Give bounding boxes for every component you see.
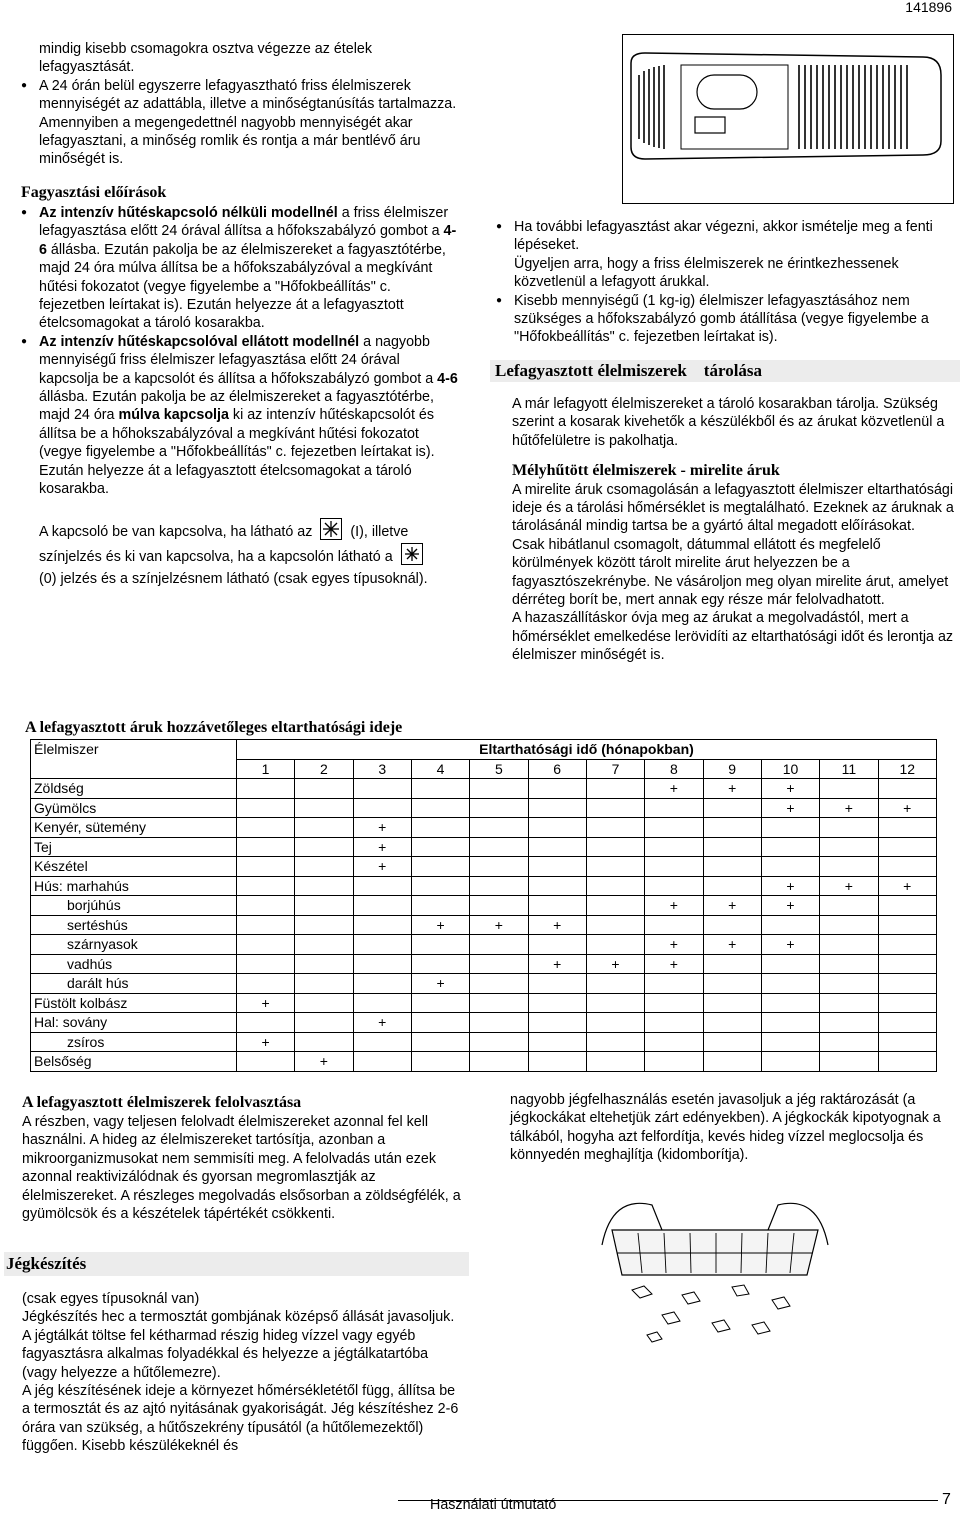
table-row <box>31 1052 937 1072</box>
storage-mark <box>295 1032 353 1052</box>
storage-mark <box>295 915 353 935</box>
storage-mark <box>528 1052 586 1072</box>
right-bullet-2: ● Kisebb mennyiségű (1 kg-ig) élelmiszer lefagyasztásához nem szükséges a hőfokszabályzó gomb átállítása (vegye figyelembe a "Hőfokbeállítás" c. fejezetben leírtakat is). <box>496 292 954 347</box>
storage-mark: + <box>761 876 819 896</box>
storage-mark <box>528 993 586 1013</box>
storage-mark <box>411 1013 469 1033</box>
storage-mark <box>820 935 878 955</box>
storage-mark <box>353 1052 411 1072</box>
month-header: 1 <box>236 759 294 779</box>
ice-paragraph-1: (csak egyes típusoknál van) <box>22 1291 200 1307</box>
month-header: 6 <box>528 759 586 779</box>
storage-mark <box>411 935 469 955</box>
storage-mark <box>878 915 936 935</box>
storage-mark <box>761 818 819 838</box>
freezing-bullet-2: ● Az intenzív hűtéskapcsolóval ellátott modellnél a nagyobb mennyiségű friss élelmiszer lefagyasztása előtt 24 órával kapcsolja be a kapcsolót és állítsa a hőfokszabályzó gombot a 4-6 állásba. Ezután pakolja be az élelmiszereket a fagyasztótérbe, majd 24 óra múlva kapcsolja ki az intenzív hűtéskapcsolót és állítsa be a hőhokszabályzóval a megkívánt hűtési fokozatot (vegye figyelembe a "Hőfokbeállítás" c. fejezetben leírtakat is). Ezután helyezze át a lefagyasztott ételcsomagokat a tároló kosarakba. <box>21 333 458 498</box>
storage-mark <box>761 837 819 857</box>
frozen-goods-text-1: A mirelite áruk csomagolásán a lefagyasztott élelmiszer eltarthatósági ideje és a tárolási hőmérséklet is megtalálható. Ezeknek az áruknak a tárolásánál mindig tartsa be a gyártó által megadott előírásokat. <box>512 481 954 535</box>
storage-mark <box>586 993 644 1013</box>
storage-time-table <box>30 739 937 1072</box>
right-bullet-1: ● Ha további lefagyasztást akar végezni, akkor ismételje meg a fenti lépéseket. <box>496 218 954 255</box>
storage-mark <box>470 1013 528 1033</box>
storage-mark: + <box>353 837 411 857</box>
storage-mark: + <box>645 779 703 799</box>
storage-mark <box>761 1052 819 1072</box>
storage-mark <box>411 798 469 818</box>
food-name: szárnyasok <box>31 935 237 955</box>
storage-mark <box>528 837 586 857</box>
storage-mark <box>470 818 528 838</box>
storage-mark <box>703 857 761 877</box>
table-row <box>31 818 937 838</box>
right-paragraph: Ügyeljen arra, hogy a friss élelmiszerek ne érintkezhessenek közvetlenül a lefagyott árukkal. <box>514 255 899 291</box>
storage-mark <box>353 896 411 916</box>
storage-mark: + <box>761 779 819 799</box>
storage-mark <box>411 896 469 916</box>
storage-mark <box>411 857 469 877</box>
storage-mark <box>353 935 411 955</box>
frozen-goods-text-3: A hazaszállításkor óvja meg az árukat a megolvadástól, mert a hőmérséklet emelkedése lerövidíti az eltarthatósági időt és lerontja az élelmiszer minőségét is. <box>512 610 954 664</box>
storage-mark <box>295 896 353 916</box>
storage-mark <box>586 915 644 935</box>
storage-mark <box>470 857 528 877</box>
storage-mark <box>236 1052 294 1072</box>
storage-mark <box>878 1032 936 1052</box>
table-row <box>31 837 937 857</box>
storage-mark <box>470 954 528 974</box>
storage-mark: + <box>878 876 936 896</box>
storage-mark <box>236 876 294 896</box>
thaw-heading: A lefagyasztott élelmiszerek felolvasztása <box>22 1094 302 1111</box>
food-name: Hús: marhahús <box>31 876 237 896</box>
month-header: 8 <box>645 759 703 779</box>
frozen-goods-heading: Mélyhűtött élelmiszerek - mirelite áruk <box>512 462 780 480</box>
storage-mark <box>353 915 411 935</box>
freezing-bullets <box>21 204 459 499</box>
storage-mark <box>295 818 353 838</box>
storage-mark <box>645 857 703 877</box>
table-row <box>31 993 937 1013</box>
storage-mark <box>645 818 703 838</box>
storage-mark <box>411 818 469 838</box>
food-name: Zöldség <box>31 779 237 799</box>
storage-mark <box>295 837 353 857</box>
month-header: 3 <box>353 759 411 779</box>
storage-mark <box>236 779 294 799</box>
storage-mark <box>703 974 761 994</box>
storage-mark <box>703 876 761 896</box>
page-number: 7 <box>942 1491 951 1508</box>
storage-mark <box>353 993 411 1013</box>
food-name: Készétel <box>31 857 237 877</box>
storage-mark <box>586 779 644 799</box>
month-header: 11 <box>820 759 878 779</box>
storage-mark <box>236 798 294 818</box>
storage-mark <box>411 954 469 974</box>
storage-mark: + <box>645 954 703 974</box>
storage-mark: + <box>645 896 703 916</box>
storage-mark: + <box>295 1052 353 1072</box>
storage-mark <box>295 974 353 994</box>
storage-mark <box>295 993 353 1013</box>
table-row <box>31 954 937 974</box>
storage-mark <box>353 876 411 896</box>
storage-mark <box>878 818 936 838</box>
storage-mark: + <box>236 993 294 1013</box>
storage-mark <box>528 1013 586 1033</box>
month-header: 7 <box>586 759 644 779</box>
storage-mark <box>878 857 936 877</box>
storage-mark <box>820 1052 878 1072</box>
table-row <box>31 857 937 877</box>
storage-mark: + <box>761 896 819 916</box>
storage-mark <box>878 837 936 857</box>
storage-mark <box>703 798 761 818</box>
storage-mark <box>820 896 878 916</box>
storage-mark: + <box>820 876 878 896</box>
storage-mark <box>528 857 586 877</box>
storage-mark <box>645 1052 703 1072</box>
frozen-goods-text-2: Csak hibátlanul csomagolt, dátummal ellátott és megfelelő körülmények között tárolt mirelite árut helyezzen be a fagyasztószekrénybe. Ne vásároljon meg olyan mirelite árut, amelyet dérréteg borít be, mert annak egy része már felolvadhatott. <box>512 536 949 609</box>
intro-bullet: ● A 24 órán belül egyszerre lefagyasztható friss élelmiszerek mennyiségét az adattábla, illetve a minőségtanúsítás tartalmazza. Amennyiben a megengedettnél nagyobb mennyiségét akar lefagyasztani, a minőség romlik és rontja a már bentlévő áru minőségét is. <box>21 77 459 169</box>
storage-mark <box>878 779 936 799</box>
storage-mark <box>411 1032 469 1052</box>
storage-mark <box>528 896 586 916</box>
storage-mark <box>703 954 761 974</box>
storage-mark: + <box>353 818 411 838</box>
snowflake-icon <box>401 543 423 565</box>
storage-mark <box>820 837 878 857</box>
storage-mark <box>353 954 411 974</box>
freezing-bullet-1: ● Az intenzív hűtéskapcsoló nélküli modellnél a friss élelmiszer lefagyasztása előtt 24 órával állítsa a hőfokszabályzó gombot a 4-6 állásba. Ezután pakolja be az élelmiszereket a fagyasztótérbe, majd 24 óra múlva állítsa be a hőfokszabályzóval a megkívánt hűtési fokozatot (vegye figyelembe a "Hőfokbeállítás" c. fejezetben leírtakat is). Ezután helyezze át a lefagyasztott ételcsomagokat a tároló kosarakba. <box>21 205 457 332</box>
storage-mark <box>470 1032 528 1052</box>
storage-mark <box>236 954 294 974</box>
storage-mark: + <box>470 915 528 935</box>
storage-mark <box>236 837 294 857</box>
storage-mark <box>586 837 644 857</box>
storage-mark <box>586 857 644 877</box>
freezer-illustration <box>622 34 954 204</box>
table-row <box>31 798 937 818</box>
ice-heading: Jégkészítés <box>4 1252 469 1276</box>
storage-mark <box>703 818 761 838</box>
storage-mark <box>586 1052 644 1072</box>
storage-mark: + <box>703 935 761 955</box>
storage-mark <box>295 779 353 799</box>
storage-mark <box>236 896 294 916</box>
storage-mark <box>703 837 761 857</box>
storage-mark <box>470 935 528 955</box>
storage-mark: + <box>703 779 761 799</box>
storage-mark <box>761 954 819 974</box>
storage-mark <box>528 1032 586 1052</box>
storage-mark <box>703 915 761 935</box>
storage-mark <box>878 896 936 916</box>
storage-mark <box>353 1032 411 1052</box>
storage-mark <box>761 1032 819 1052</box>
month-header: 4 <box>411 759 469 779</box>
food-name: Füstölt kolbász <box>31 993 237 1013</box>
storage-mark: + <box>236 1032 294 1052</box>
storage-mark <box>470 779 528 799</box>
storage-mark <box>586 896 644 916</box>
storage-mark <box>470 993 528 1013</box>
storage-mark <box>878 993 936 1013</box>
storage-mark <box>645 915 703 935</box>
storage-mark <box>295 876 353 896</box>
storage-mark <box>820 857 878 877</box>
storage-mark <box>470 974 528 994</box>
storage-mark <box>645 974 703 994</box>
ice-section <box>22 1290 462 1456</box>
storage-mark <box>761 993 819 1013</box>
storage-mark <box>820 1032 878 1052</box>
storage-mark <box>586 974 644 994</box>
storage-mark: + <box>820 798 878 818</box>
storage-mark <box>470 896 528 916</box>
month-header: 9 <box>703 759 761 779</box>
storage-mark <box>236 935 294 955</box>
table-row <box>31 876 937 896</box>
storage-mark: + <box>411 915 469 935</box>
storage-mark: + <box>878 798 936 818</box>
storage-mark <box>411 876 469 896</box>
storage-mark <box>820 818 878 838</box>
storage-mark <box>295 857 353 877</box>
table-group-label: Eltarthatósági idő (hónapokban) <box>236 740 936 760</box>
storage-mark <box>761 974 819 994</box>
storage-mark <box>236 915 294 935</box>
storage-mark <box>353 798 411 818</box>
storage-mark <box>586 1032 644 1052</box>
storage-mark: + <box>586 954 644 974</box>
storage-mark <box>353 974 411 994</box>
ice-paragraph-4: A jég készítésének ideje a környezet hőmérsékletétől függ, állítsa be a termosztát és az ajtó nyitásának gyakoriságát. Jég készítéshez 2-6 órára van szükség, a hűtőszekrény típusától (a hűtőlemezektől) függően. Kisebb készülékeknél és <box>22 1383 459 1455</box>
storage-mark <box>295 1013 353 1033</box>
table-header-row <box>31 740 937 760</box>
storage-mark <box>645 876 703 896</box>
table-row <box>31 1032 937 1052</box>
storage-mark <box>820 1013 878 1033</box>
table-row <box>31 935 937 955</box>
month-header: 5 <box>470 759 528 779</box>
storage-mark <box>353 779 411 799</box>
storage-mark <box>878 1052 936 1072</box>
storage-mark <box>470 876 528 896</box>
storage-mark <box>878 954 936 974</box>
storage-mark <box>236 857 294 877</box>
food-name: Kenyér, sütemény <box>31 818 237 838</box>
storage-mark <box>878 974 936 994</box>
storage-mark <box>761 857 819 877</box>
storage-mark: + <box>761 798 819 818</box>
storage-mark <box>703 1052 761 1072</box>
table-row <box>31 779 937 799</box>
storage-heading: Lefagyasztott élelmiszerek tárolása <box>490 360 960 382</box>
storage-mark <box>236 818 294 838</box>
left-intro <box>39 40 459 169</box>
storage-mark <box>236 974 294 994</box>
right-bullets <box>496 218 954 347</box>
ice-tray-illustration <box>592 1175 838 1345</box>
storage-mark <box>761 915 819 935</box>
food-name: borjúhús <box>31 896 237 916</box>
storage-mark <box>528 798 586 818</box>
storage-mark <box>703 993 761 1013</box>
ice-paragraph-3: A jégtálkát töltse fel kétharmad részig hideg vízzel vagy egyéb fagyasztásra alkalmas folyadékkal és helyezze a jégtálkatartóba (vagy helyezze a hűtőlemezre). <box>22 1327 429 1381</box>
storage-mark <box>470 1052 528 1072</box>
table-row <box>31 915 937 935</box>
storage-mark <box>645 993 703 1013</box>
month-header: 12 <box>878 759 936 779</box>
storage-mark <box>761 1013 819 1033</box>
storage-mark <box>586 798 644 818</box>
freezing-heading: Fagyasztási előírások <box>21 184 167 201</box>
storage-mark <box>820 974 878 994</box>
storage-mark <box>645 798 703 818</box>
storage-mark <box>586 1013 644 1033</box>
food-name: zsíros <box>31 1032 237 1052</box>
storage-mark: + <box>528 915 586 935</box>
food-name: darált hús <box>31 974 237 994</box>
storage-mark <box>411 993 469 1013</box>
storage-mark <box>878 1013 936 1033</box>
food-name: Gyümölcs <box>31 798 237 818</box>
storage-mark <box>295 954 353 974</box>
table-row <box>31 896 937 916</box>
storage-mark <box>411 837 469 857</box>
storage-mark <box>586 876 644 896</box>
month-header: 2 <box>295 759 353 779</box>
storage-mark <box>820 915 878 935</box>
switch-description: A kapcsoló be van kapcsolva, ha látható az (I), illetve színjelzés és ki van kapcsolva, ha a kapcsolón látható a (0) jelzés és a színjelzésnem látható (csak egyes típusoknál). <box>39 518 459 590</box>
intro-line: mindig kisebb csomagokra osztva végezze az ételek lefagyasztását. <box>39 41 372 76</box>
storage-mark <box>411 779 469 799</box>
table-row <box>31 1013 937 1033</box>
storage-mark <box>703 1032 761 1052</box>
storage-mark <box>645 837 703 857</box>
storage-mark <box>645 1032 703 1052</box>
food-name: Hal: sovány <box>31 1013 237 1033</box>
storage-mark <box>528 935 586 955</box>
footer-label: Használati útmutató <box>430 1497 557 1513</box>
table-body <box>31 779 937 1072</box>
storage-mark <box>820 993 878 1013</box>
storage-mark <box>645 1013 703 1033</box>
storage-mark <box>820 779 878 799</box>
food-name: vadhús <box>31 954 237 974</box>
storage-mark <box>528 779 586 799</box>
ice-paragraph-2: Jégkészítés hec a termosztát gombjának középső állását javasoljuk. <box>22 1309 455 1326</box>
storage-text: A már lefagyott élelmiszereket a tároló kosarakban tárolja. Szükség szerint a kosarak kivehetők a készülékből és az árukat közvetlenül a hűtőfelületre is pakolhatja. <box>512 396 945 449</box>
storage-mark <box>703 1013 761 1033</box>
storage-mark <box>878 935 936 955</box>
storage-mark <box>528 876 586 896</box>
table-col-label: Élelmiszer <box>31 740 237 779</box>
food-name: Tej <box>31 837 237 857</box>
storage-mark <box>528 818 586 838</box>
storage-mark: + <box>528 954 586 974</box>
storage-mark <box>820 954 878 974</box>
ice-right-text: nagyobb jégfelhasználás esetén javasoljuk a jég raktározását (a jégkockákat eltehetjük zárt edényekben). A jégkockák kipotyognak a tálkából, hogyha azt felfordítja, kevés hideg vízzel meglocsolja és könnyedén meghajlítja (kidomborítja). <box>510 1092 941 1164</box>
storage-mark: + <box>353 1013 411 1033</box>
storage-mark <box>411 1052 469 1072</box>
storage-mark: + <box>353 857 411 877</box>
storage-mark: + <box>703 896 761 916</box>
storage-mark <box>586 935 644 955</box>
storage-mark <box>470 837 528 857</box>
storage-mark <box>470 798 528 818</box>
storage-mark <box>528 974 586 994</box>
storage-section <box>512 395 956 665</box>
storage-mark: + <box>761 935 819 955</box>
table-title: A lefagyasztott áruk hozzávetőleges eltarthatósági ideje <box>25 719 403 736</box>
food-name: sertéshús <box>31 915 237 935</box>
thaw-text: A részben, vagy teljesen felolvadt élelmiszereket azonnal fel kell használni. A hideg az élelmiszereket tartósítja, azonban a mikroorganizmusokat nem semmisíti meg. A felolvadás után ezek azonnal reaktivizálódnak és gyorsan megromlasztják az élelmiszereket. A részleges megolvadás elsősorban a zöldségfélék, a gyümölcsök és a készételek tápértékét csökkenti. <box>22 1114 461 1223</box>
table-row <box>31 974 937 994</box>
document-number: 141896 <box>905 0 952 15</box>
storage-mark <box>295 935 353 955</box>
storage-mark <box>236 1013 294 1033</box>
month-header: 10 <box>761 759 819 779</box>
storage-mark: + <box>411 974 469 994</box>
storage-mark: + <box>645 935 703 955</box>
food-name: Belsőség <box>31 1052 237 1072</box>
snowflake-icon <box>320 518 342 540</box>
storage-mark <box>586 818 644 838</box>
storage-mark <box>295 798 353 818</box>
